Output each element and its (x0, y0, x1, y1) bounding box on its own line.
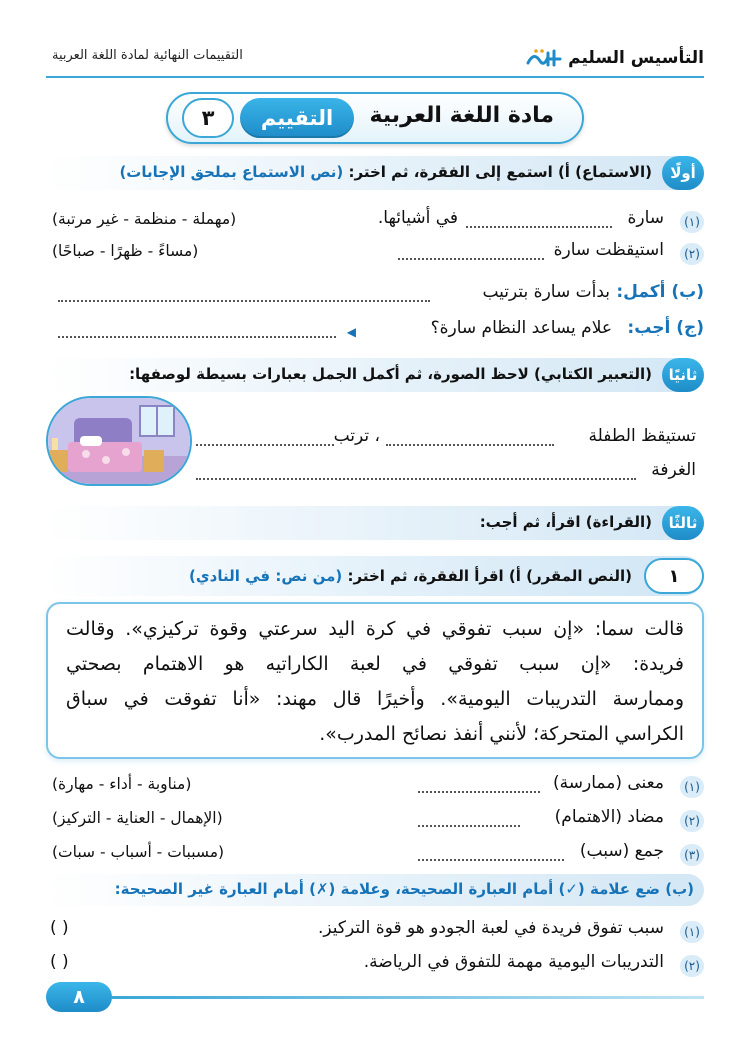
choices: (مساءً - ظهرًا - صباحًا) (52, 242, 199, 260)
answer-blank[interactable] (418, 859, 564, 861)
section-listening-header (46, 156, 704, 190)
brand-logo-icon (526, 47, 562, 69)
item-number: (٣) (680, 844, 704, 866)
header-divider (46, 76, 704, 78)
section-note: (نص الاستماع بملحق الإجابات) (119, 163, 344, 181)
answer-box[interactable]: ( ) (50, 918, 69, 938)
section-instruction: (التعبير الكتابي) لاحظ الصورة، ثم أكمل الجمل بعبارات بسيطة لوصفها: (129, 365, 652, 383)
question-text: مضاد (الاهتمام) (554, 807, 664, 827)
statement-text: التدريبات اليومية مهمة للتفوق في الرياضة. (363, 952, 664, 972)
item-number: (٢) (680, 243, 704, 265)
answer-label: (ج) أجب: (627, 318, 704, 338)
title-banner (166, 92, 584, 144)
question-text: في أشيائها. (377, 208, 458, 228)
arrow-icon: ◀ (346, 325, 356, 339)
section-writing-header (46, 358, 704, 392)
question-text: سارة (627, 208, 664, 228)
reading-source: (من نص: في النادي) (189, 567, 343, 585)
section-badge: ثانيًا (662, 358, 704, 392)
passage-line: وممارسة التدريبات اليومية». وأخيرًا قال مهند: «أنا تفوقت في سباق (66, 688, 684, 710)
reading-number: ١ (644, 558, 704, 594)
question-text: استيقظت سارة (553, 240, 664, 260)
item-number: (٢) (680, 810, 704, 832)
answer-box[interactable]: ( ) (50, 952, 69, 972)
reading-instruction (189, 567, 632, 585)
brand-name: التأسيس السليم (568, 48, 704, 68)
choices: (الإهمال - العناية - التركيز) (52, 809, 223, 827)
assessment-label: التقييم (240, 98, 354, 138)
answer-blank[interactable] (418, 791, 540, 793)
page-header-title: التقييمات النهائية لمادة اللغة العربية (52, 48, 243, 63)
answer-blank[interactable] (196, 478, 636, 480)
assessment-number: ٣ (182, 98, 234, 138)
true-false-instruction: (ب) ضع علامة (✓) أمام العبارة الصحيحة، وعلامة (✗) أمام العبارة غير الصحيحة: (114, 880, 694, 898)
answer-blank[interactable] (466, 226, 612, 228)
question-text: جمع (سبب) (579, 841, 664, 861)
complete-label: (ب) أكمل: (616, 282, 704, 302)
passage-line: فريدة: «إن سبب تفوقي في لعبة الكاراتيه هو الاهتمام بصحتي (66, 653, 684, 675)
section-instruction: (القراءة) اقرأ، ثم أجب: (479, 513, 652, 531)
writing-text: تستيقظ الطفلة (588, 426, 696, 446)
question-text: علام يساعد النظام سارة؟ (430, 318, 612, 338)
true-false-header (46, 874, 704, 906)
section-instruction (119, 163, 652, 181)
item-number: (١) (680, 211, 704, 233)
answer-blank[interactable] (196, 444, 334, 446)
answer-blank[interactable] (58, 336, 336, 338)
item-number: (١) (680, 921, 704, 943)
question-text: بدأت سارة بترتيب (482, 282, 610, 302)
page-number: ٨ (46, 982, 112, 1012)
footer-divider (112, 996, 704, 999)
reading-passage (46, 602, 704, 759)
brand (526, 44, 704, 72)
passage-line: الكراسي المتحركة؛ لأنني أنفذ نصائح المدرب». (319, 723, 684, 745)
answer-blank[interactable] (398, 258, 544, 260)
section-reading-header (46, 506, 704, 540)
subject-title: مادة اللغة العربية (369, 103, 554, 128)
bedroom-illustration-icon (46, 398, 190, 486)
section-badge: ثالثًا (662, 506, 704, 540)
item-number: (٢) (680, 955, 704, 977)
reading-subheader (46, 556, 704, 596)
choices: (مهملة - منظمة - غير مرتبة) (52, 210, 237, 228)
choices: (مناوبة - أداء - مهارة) (52, 775, 192, 793)
reading-lead: (النص المقرر) أ) اقرأ الفقرة، ثم اختر: (347, 567, 632, 585)
statement-text: سبب تفوق فريدة في لعبة الجودو هو قوة التركيز. (317, 918, 664, 938)
choices: (مسببات - أسباب - سبات) (52, 843, 225, 861)
section-lead: (الاستماع) أ) استمع إلى الفقرة، ثم اختر: (348, 163, 652, 181)
answer-blank[interactable] (58, 300, 430, 302)
bedroom-picture (46, 396, 192, 486)
passage-line: قالت سما: «إن سبب تفوقي في كرة اليد سرعتي وقوة تركيزي». وقالت (66, 618, 684, 640)
section-badge: أولًا (662, 156, 704, 190)
writing-text: الغرفة (651, 460, 696, 480)
answer-blank[interactable] (386, 444, 554, 446)
answer-blank[interactable] (418, 825, 520, 827)
writing-text: ، ترتب (333, 426, 380, 446)
item-number: (١) (680, 776, 704, 798)
question-text: معنى (ممارسة) (553, 773, 664, 793)
